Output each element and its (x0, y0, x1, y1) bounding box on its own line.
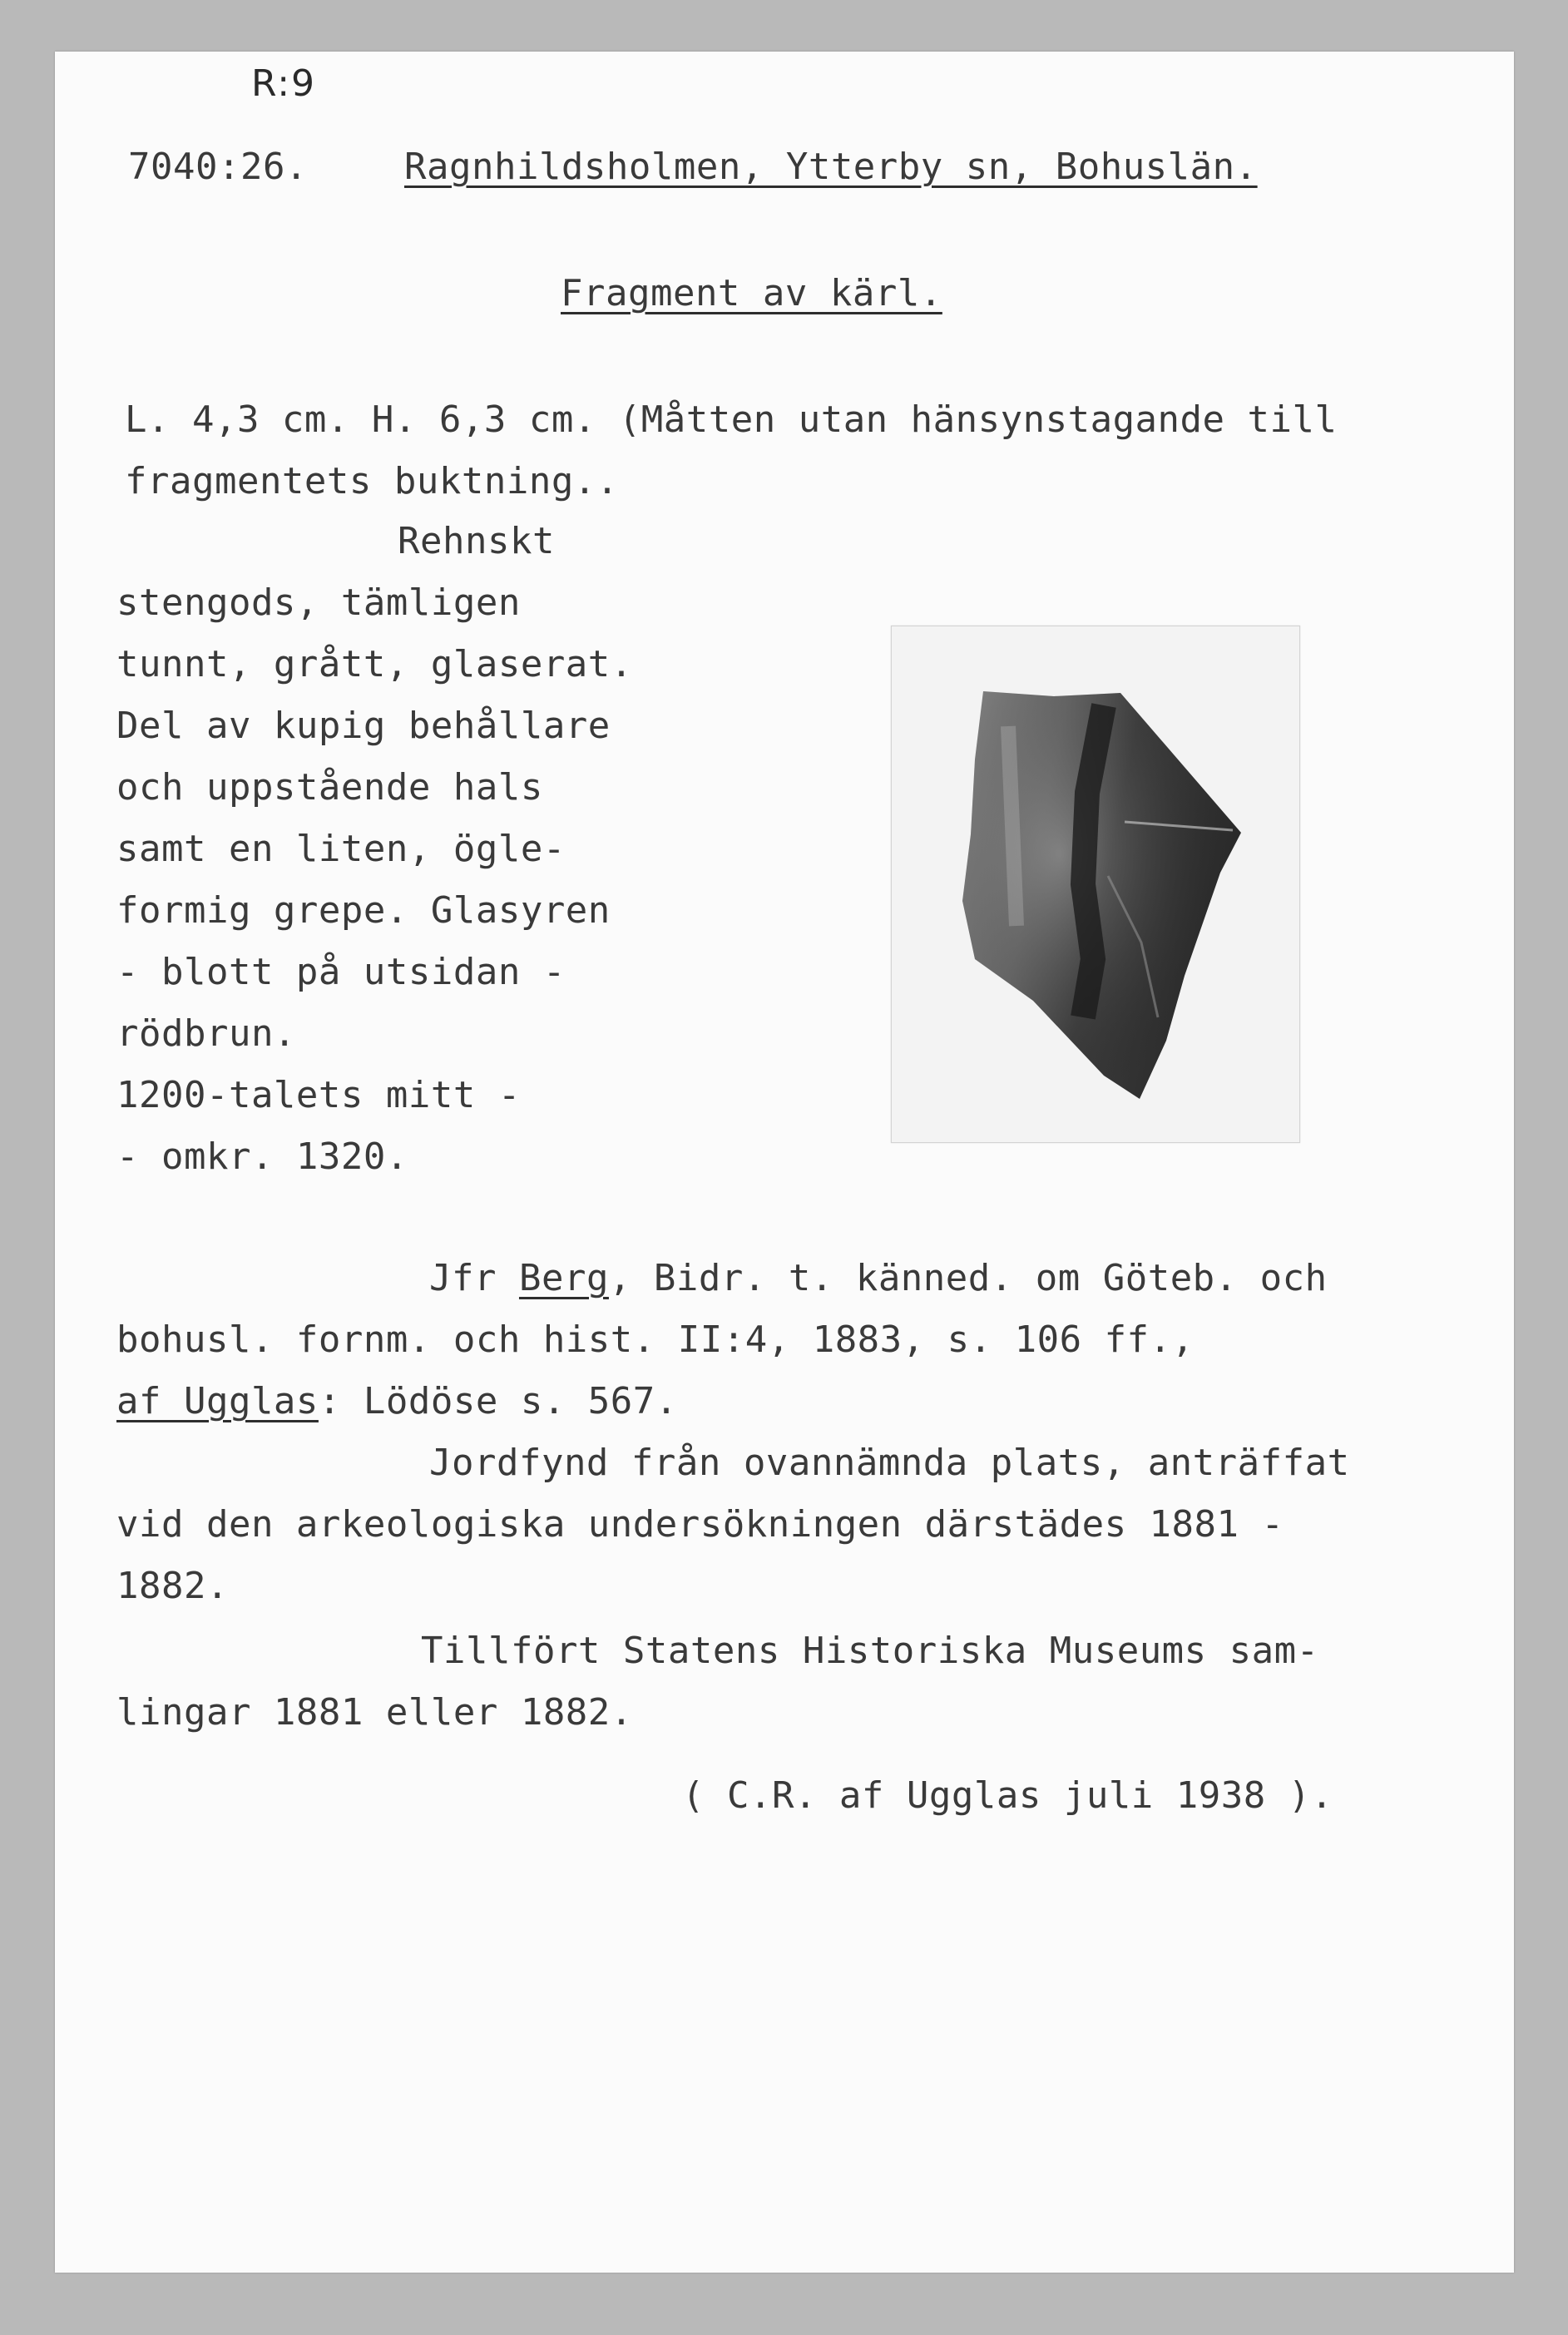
description-line: och uppstående hals (116, 766, 543, 809)
reference-lodose: : Lödöse s. 567. (318, 1380, 678, 1422)
description-line: formig grepe. Glasyren (116, 889, 611, 932)
find-circumstances-line-3: 1882. (116, 1565, 229, 1607)
artifact-photo (891, 626, 1300, 1143)
find-circumstances-line-2: vid den arkeologiska undersökningen därstädes 1881 - (116, 1503, 1284, 1546)
description-line: - omkr. 1320. (116, 1135, 408, 1178)
reference-line-2: bohusl. fornm. och hist. II:4, 1883, s. 106 ff., (116, 1318, 1195, 1361)
description-line: tunnt, grått, glaserat. (116, 643, 633, 685)
description-line: samt en liten, ögle- (116, 828, 566, 870)
object-title: Fragment av kärl. (561, 272, 942, 314)
handwritten-mark: R:9 (251, 62, 317, 105)
description-line: Rehnskt (398, 520, 555, 562)
find-location: Ragnhildsholmen, Ytterby sn, Bohuslän. (404, 146, 1258, 188)
stoneware-fragment-image (892, 626, 1299, 1142)
author-signature-line: ( C.R. af Ugglas juli 1938 ). (682, 1774, 1333, 1817)
reference-author-ugglas: af Ugglas (116, 1380, 319, 1422)
description-line: - blott på utsidan - (116, 951, 566, 993)
acquisition-line-1: Tillfört Statens Historiska Museums sam- (421, 1630, 1319, 1672)
reference-line-3 (116, 1381, 678, 1422)
description-line: Del av kupig behållare (116, 705, 611, 747)
acquisition-line-2: lingar 1881 eller 1882. (116, 1691, 633, 1734)
reference-prefix: Jfr (429, 1257, 519, 1299)
dimensions-line-1: L. 4,3 cm. H. 6,3 cm. (Måtten utan hänsynstagande till (125, 398, 1338, 441)
reference-line-1 (429, 1258, 1328, 1299)
catalog-number: 7040:26. (128, 146, 308, 188)
dimensions-line-2: fragmentets buktning.. (125, 460, 619, 502)
description-line: stengods, tämligen (116, 581, 521, 624)
reference-title: , Bidr. t. känned. om Göteb. och (608, 1257, 1328, 1299)
description-line: 1200-talets mitt - (116, 1074, 521, 1116)
catalog-card (55, 52, 1514, 2273)
reference-author-berg: Berg (518, 1257, 609, 1299)
description-line: rödbrun. (116, 1012, 296, 1055)
find-circumstances-line-1: Jordfynd från ovannämnda plats, anträffat (429, 1442, 1350, 1484)
